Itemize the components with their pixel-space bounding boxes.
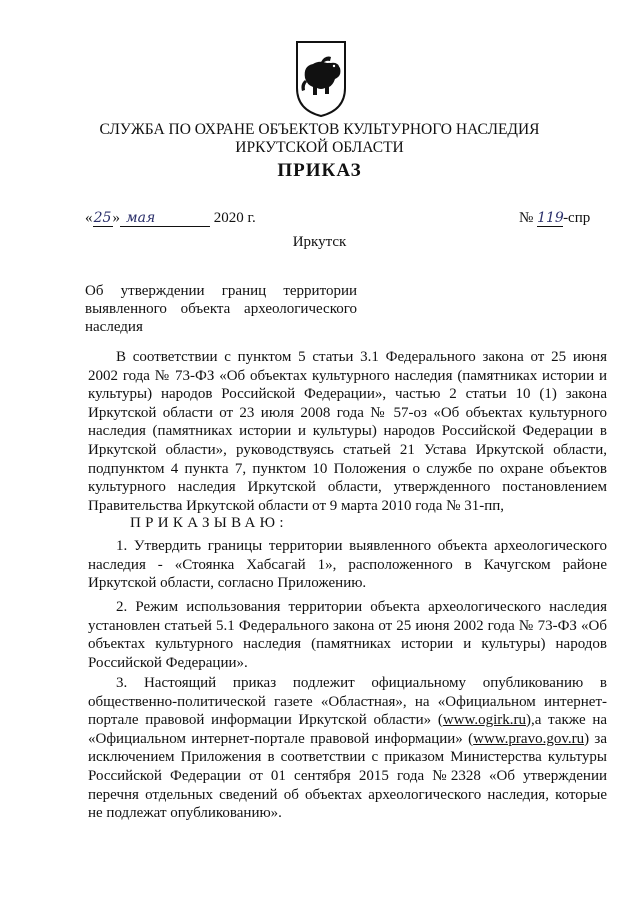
coat-of-arms-icon [293,38,349,118]
ogirk-link[interactable]: www.ogirk.ru [442,712,527,729]
number-suffix: -спр [563,210,591,226]
pravo-link[interactable]: www.pravo.gov.ru [473,730,585,747]
order-date [85,210,256,227]
day-open-quote: « [85,210,93,226]
organization-name-line-1: СЛУЖБА ПО ОХРАНЕ ОБЪЕКТОВ КУЛЬТУРНОГО НАСЛЕДИЯ [99,121,540,138]
document-title: ПРИКАЗ [277,160,362,181]
organization-name-line-2: ИРКУТСКОЙ ОБЛАСТИ [235,139,404,156]
order-number [519,210,590,227]
order-subject: Об утверждении границ территории выявленного объекта археологического наследия [85,283,357,335]
issue-city: Иркутск [292,234,347,250]
order-item-2: 2. Режим использования территории объекта археологического наследия установлен статьей 5.1 Федерального закона от 25 июня 2002 года № 73-ФЗ «Об объектах культурного наследия (памятниках истории и культуры) народов Российской Федерации». [88,599,607,671]
preamble-paragraph: В соответствии с пунктом 5 статьи 3.1 Федерального закона от 25 июня 2002 года № 73-ФЗ «Об объектах культурного наследия (памятниках истории и культуры) народов Российской Федерации», частью 2 статьи 10 (1) закона Иркутской области от 23 июля 2008 года № 57-оз «Об объектах культурного наследия (памятниках истории и культуры) народов Российской Федерации в Иркутской области», руководствуясь статьей 21 Устава Иркутской области, подпунктом 4 пункта 7, пунктом 10 Положения о службе по охране объектов культурного наследия Иркутской области, утвержденного постановлением Правительства Иркутской области от 9 марта 2010 года № 31-пп, [88,349,607,514]
handwritten-day: 25 [93,210,112,226]
handwritten-number: 119 [537,210,564,226]
order-year: 2020 г. [213,210,256,226]
order-item-1: 1. Утвердить границы территории выявленного объекта археологического наследия - «Стоянка Хабсагай 1», расположенного в Качугском районе Иркутской области, согласно Приложению. [88,538,607,592]
number-sign: № [519,210,534,226]
item-3-text-part-3: ) за исключением Приложения в соответствии с приказом Министерства культуры Российской Федерации от 01 сентября 2015 года №2328 «Об утверждении перечня отдельных сведений об объектах археологического наследия, которые не подлежат опубликованию». [88,730,607,822]
item-3-text-part-1: 3. Настоящий приказ подлежит официальному опубликованию в общественно-политической газете «Областная», на «Официальном интернет-портале правовой информации Иркутской области» ( [88,675,607,729]
order-keyword: ПРИКАЗЫВАЮ: [130,515,288,531]
day-close-quote: » [112,210,120,226]
handwritten-month: мая [120,210,210,227]
order-item-3 [88,674,607,823]
item-3-text-part-2: ),а также на «Официальном интернет-портале правовой информации» ( [88,712,607,747]
